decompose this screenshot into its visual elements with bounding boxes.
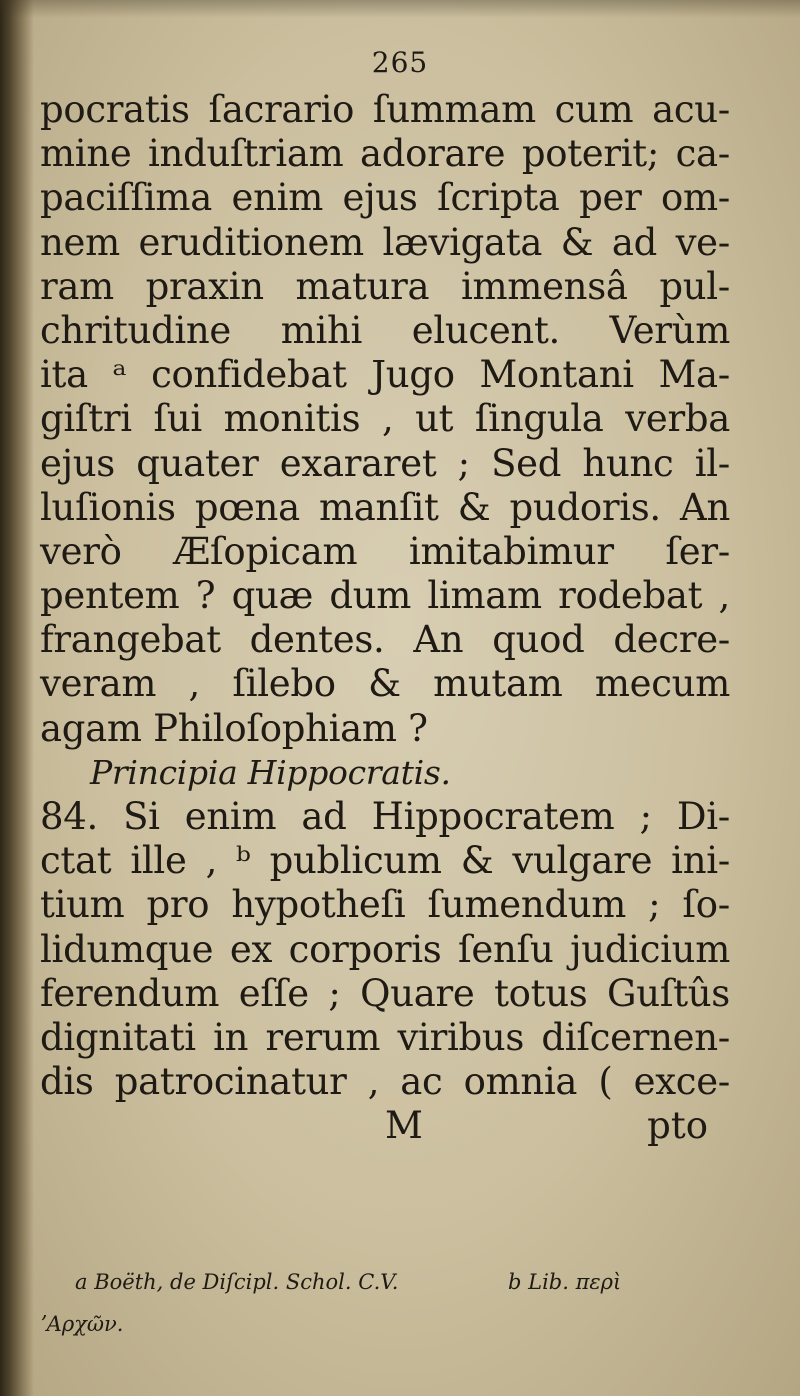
signature-mark: M [385, 1104, 423, 1148]
text-line: paciſſima enim ejus ſcripta per om- [40, 176, 730, 220]
text-line: lidumque ex corporis ſenſu judicium [40, 927, 730, 971]
text-line: pentem ? quæ dum limam rodebat , [40, 574, 730, 618]
section-subheading: Principia Hippocratis. [90, 752, 451, 792]
text-line: tium pro hypotheſi ſumendum ; ſo- [40, 883, 730, 927]
text-line: luſionis pœna manſit & pudoris. An [40, 485, 730, 529]
footnote-c: ʼΑρχῶν. [40, 1312, 124, 1336]
text-line: nem eruditionem lævigata & ad ve- [40, 220, 730, 264]
text-line: frangebat dentes. An quod decre- [40, 618, 730, 662]
text-line: 84. Si enim ad Hippocratem ; Di- [40, 795, 730, 838]
footnote-b: b Lib. περὶ [508, 1270, 622, 1294]
text-line: ita ᵃ confidebat Jugo Montani Ma- [40, 353, 730, 397]
text-line: dis patrocinatur , ac omnia ( exce- [40, 1060, 730, 1104]
main-text-block [40, 38, 730, 1149]
text-line: mine induſtriam adorare poterit; ca- [40, 132, 730, 176]
text-line: ctat ille , ᵇ publicum & vulgare ini- [40, 839, 730, 883]
text-line: dignitati in rerum viribus diſcernen- [40, 1015, 730, 1059]
footnote-a: a Boëth, de Diſcipl. Schol. C.V. [75, 1270, 399, 1294]
signature-row [40, 1104, 730, 1148]
catchword: pto [647, 1104, 708, 1148]
text-line: ferendum eſſe ; Quare totus Guſtûs [40, 971, 730, 1015]
text-line: agam Philoſophiam ? [40, 706, 428, 750]
text-line: pocratis ſacrario ſummam cum acu- [40, 88, 730, 131]
page-number: 265 [371, 46, 429, 79]
binding-shadow [0, 0, 34, 1396]
text-line: ram praxin matura immensâ pul- [40, 264, 730, 308]
text-line: verò Æſopicam imitabimur ſer- [40, 529, 730, 573]
text-line: chritudine mihi elucent. Verùm [40, 308, 730, 352]
text-line: veram , ſilebo & mutam mecum [40, 662, 730, 706]
top-shadow [0, 0, 800, 18]
text-line: giſtri ſui monitis , ut ſingula verba [40, 397, 730, 441]
text-line: ejus quater exararet ; Sed hunc il- [40, 441, 730, 485]
